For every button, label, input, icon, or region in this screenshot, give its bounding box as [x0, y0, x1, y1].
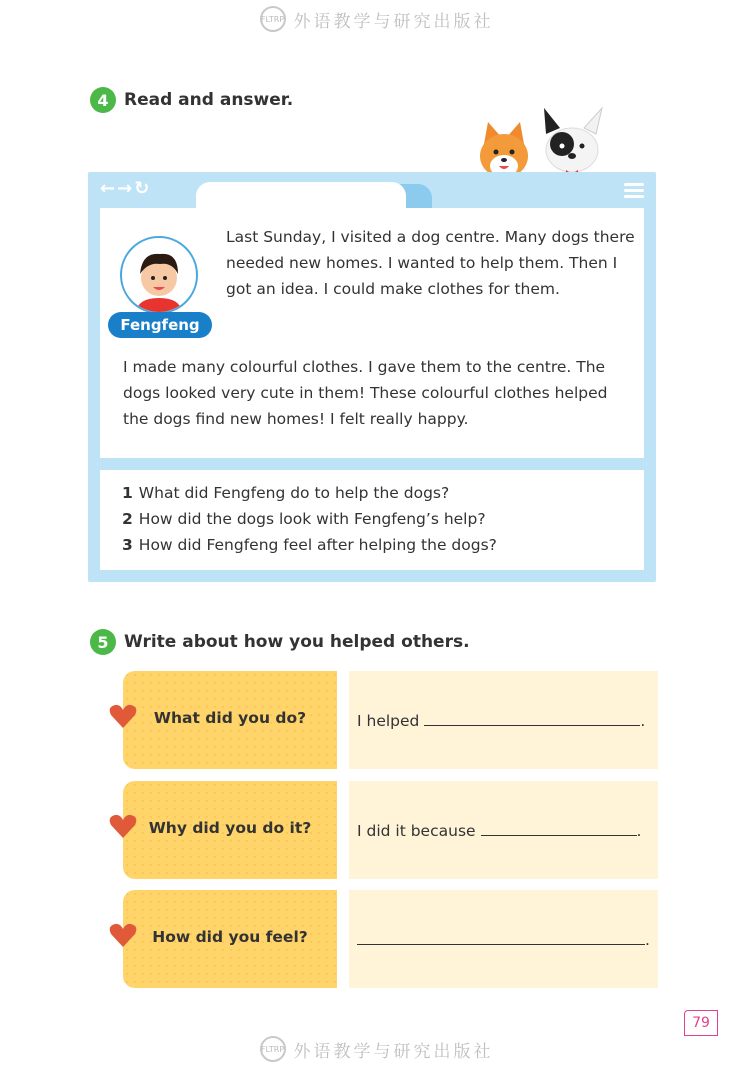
reading-panel: [88, 172, 656, 582]
prompt-cell: [123, 890, 337, 988]
blank-line[interactable]: [357, 930, 645, 945]
answer-cell[interactable]: [349, 781, 658, 879]
question-text: What did Fengfeng do to help the dogs?: [138, 484, 450, 502]
page-number: 79: [684, 1010, 718, 1036]
prompt-text: How did you feel?: [152, 928, 308, 946]
prompt-text: Why did you do it?: [148, 819, 312, 837]
question-number: 2: [122, 510, 133, 528]
questions-box: [100, 470, 644, 570]
boy-avatar-icon: [120, 236, 198, 314]
hamburger-menu-icon: [624, 180, 644, 201]
answer-prefix: I helped: [357, 712, 420, 730]
question-item: [122, 510, 486, 528]
answer-suffix: .: [645, 931, 650, 949]
back-arrow-icon: ←: [100, 178, 118, 199]
prompt-cell: [123, 671, 337, 769]
publisher-seal-icon: FLTRP: [260, 6, 286, 32]
character-name-tag: Fengfeng: [108, 312, 212, 338]
story-box: [100, 208, 644, 458]
writing-row: [123, 890, 658, 988]
question-text: How did Fengfeng feel after helping the dogs?: [138, 536, 497, 554]
section-number-badge: 4: [90, 87, 116, 113]
prompt-cell: [123, 781, 337, 879]
heart-icon: [109, 922, 137, 948]
section-title: Read and answer.: [124, 90, 294, 110]
heart-icon: [109, 813, 137, 839]
answer-line[interactable]: [357, 711, 645, 730]
answer-line[interactable]: [357, 930, 650, 949]
section-number-badge: 5: [90, 629, 116, 655]
answer-line[interactable]: [357, 821, 641, 840]
blank-line[interactable]: [481, 821, 637, 836]
answer-suffix: .: [640, 712, 646, 730]
answer-prefix: I did it because: [357, 822, 476, 840]
section-4-heading: [90, 87, 293, 113]
answer-suffix: .: [636, 822, 642, 840]
section-5-heading: [90, 629, 470, 655]
browser-nav: [100, 178, 151, 199]
question-number: 3: [122, 536, 133, 554]
writing-row: [123, 781, 658, 879]
publisher-watermark-bottom: [0, 1036, 753, 1062]
forward-arrow-icon: →: [117, 178, 135, 199]
question-number: 1: [122, 484, 133, 502]
question-text: How did the dogs look with Fengfeng’s help?: [138, 510, 486, 528]
answer-cell[interactable]: [349, 671, 658, 769]
publisher-watermark-top: [0, 6, 753, 32]
blank-line[interactable]: [424, 711, 640, 726]
heart-icon: [109, 703, 137, 729]
publisher-name: 外语教学与研究出版社: [293, 1041, 494, 1062]
refresh-icon: ↻: [134, 178, 152, 199]
prompt-text: What did you do?: [153, 709, 307, 727]
writing-row: [123, 671, 658, 769]
answer-cell[interactable]: [349, 890, 658, 988]
publisher-seal-icon: FLTRP: [260, 1036, 286, 1062]
publisher-name: 外语教学与研究出版社: [293, 11, 494, 32]
question-item: [122, 536, 497, 554]
section-title: Write about how you helped others.: [124, 632, 470, 652]
story-paragraph-2: I made many colourful clothes. I gave them to the centre. The dogs looked very cute in them! These colourful clothes helped the dogs find new homes! I felt really happy.: [123, 358, 608, 428]
story-paragraph-1: Last Sunday, I visited a dog centre. Many dogs there needed new homes. I wanted to help them. Then I got an idea. I could make clothes for them.: [226, 228, 635, 298]
question-item: [122, 484, 449, 502]
